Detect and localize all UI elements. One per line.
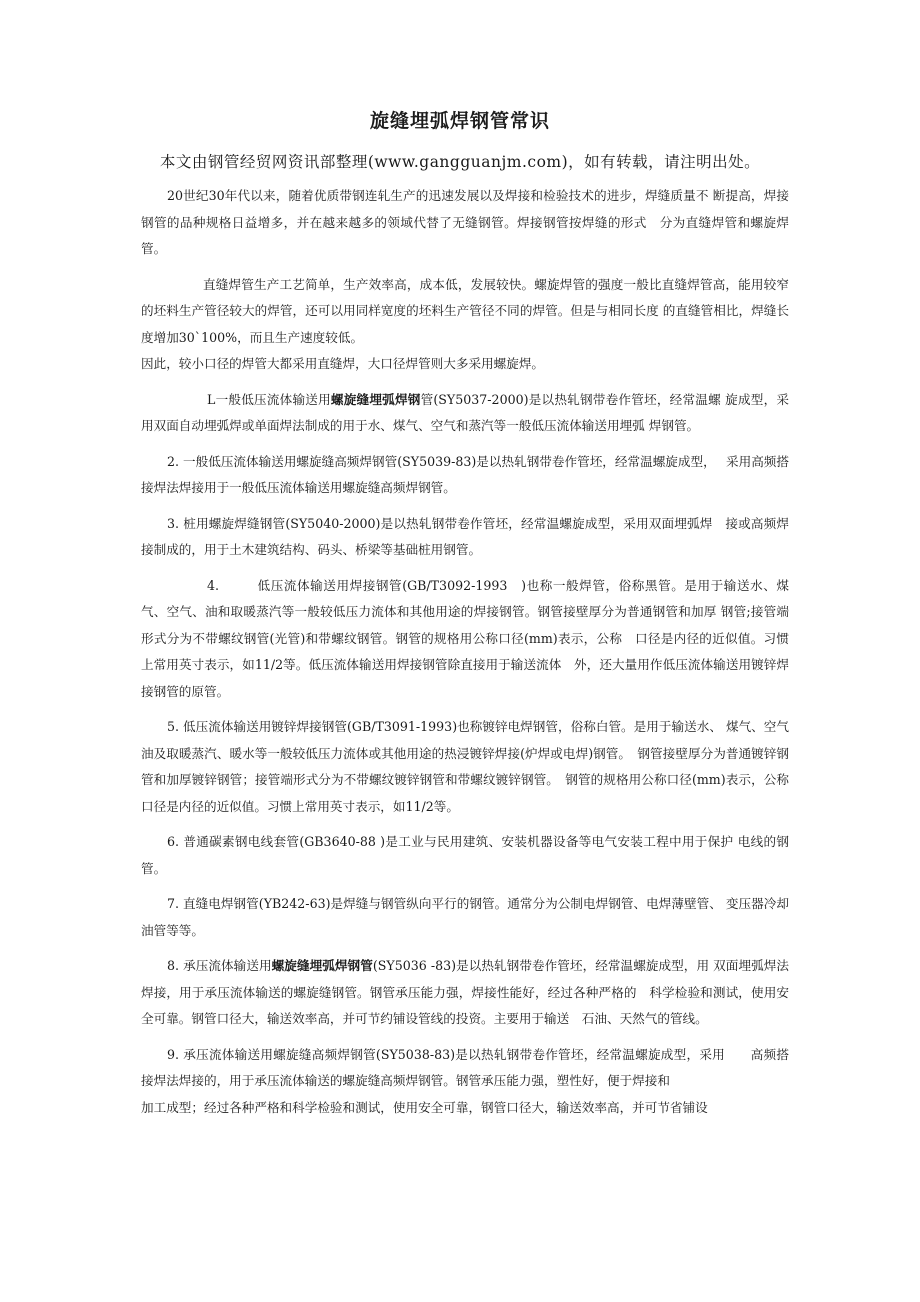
list-item-3: 3. 桩用螺旋焊缝钢管(SY5040-2000)是以热轧钢带卷作管坯，经常温螺旋成型，采用双面埋弧焊 接或高频焊接制成的，用于土木建筑结构、码头、桥梁等基础桩用钢管。: [141, 515, 789, 557]
list-item-1-pre: L一般低压流体输送用: [207, 391, 331, 407]
list-item-1-bold: 螺旋缝埋弧焊钢: [330, 391, 421, 407]
list-item-2: 2. 一般低压流体输送用螺旋缝高频焊钢管(SY5039-83)是以热轧钢带卷作管坯，经常温螺旋成型， 采用高频搭接焊法焊接用于一般低压流体输送用螺旋缝高频焊钢管。: [141, 453, 789, 495]
source-note: 本文由钢管经贸网资讯部整理(www.gangguanjm.com)，如有转载，请注明出处。: [159, 153, 761, 171]
list-item-7: 7. 直缝电焊钢管(YB242-63)是焊缝与钢管纵向平行的钢管。通常分为公制电焊钢管、电焊薄壁管、 变压器冷却油管等等。: [141, 896, 789, 938]
intro-paragraph: 20世纪30年代以来，随着优质带钢连轧生产的迅速发展以及焊接和检验技术的进步，焊缝质量不 断提高，焊接钢管的品种规格日益增多，并在越来越多的领域代替了无缝钢管。焊接钢管按焊缝的形式 分为直缝焊管和螺旋焊管。: [141, 188, 789, 256]
list-item-8-post: (SY5036 -83)是以热轧钢带卷作管坯，经常温螺旋成型，用 双面埋弧焊法焊接，用于承压流体输送的螺旋缝钢管。钢管承压能力强，焊接性能好，经过各种严格的 科学检验和测试，使用安全可靠。钢管口径大，输送效率高，并可节约铺设管线的投资。主要用于输送 石油、天然气的管线。: [141, 958, 790, 1026]
list-item-4-number: 4.: [207, 577, 220, 593]
list-item-8-bold: 螺旋缝埋弧焊钢管: [271, 958, 373, 973]
document-title: 旋缝埋弧焊钢管常识: [369, 110, 550, 132]
list-item-6: 6. 普通碳素钢电线套管(GB3640-88 )是工业与民用建筑、安装机器设备等电气安装工程中用于保护 电线的钢管。: [141, 834, 789, 876]
list-item-9-continued: 加工成型；经过各种严格和科学检验和测试，使用安全可靠，钢管口径大，输送效率高，并可节省铺设: [141, 1099, 708, 1115]
list-item-8-pre: 8. 承压流体输送用: [167, 958, 272, 973]
list-item-8: [141, 953, 789, 1033]
list-item-4: [141, 573, 789, 706]
list-item-4-text: 低压流体输送用焊接钢管(GB/T3092-1993 )也称一般焊管，俗称黑管。是用于输送水、煤气、空气、油和取暖蒸汽等一般较低压力流体和其他用途的焊接钢管。钢管接壁厚分为普通钢管和加厚 钢管;接管端形式分为不带螺纹钢管(光管)和带螺纹钢管。钢管的规格用公称口径(mm)表示，公称 口径是内径的近似值。习惯上常用英寸表示，如11/2等。低压流体输送用焊接钢管除直接用于输送流体 外，还大量用作低压流体输送用镀锌焊接钢管的原管。: [141, 577, 789, 699]
list-item-1-post: 管(SY5037-2000)是以热轧钢带卷作管坯，经常温螺 旋成型，采用双面自动埋弧焊或单面焊法制成的用于水、煤气、空气和蒸汽等一般低压流体输送用埋弧 焊钢管。: [141, 391, 789, 433]
document-body: [141, 183, 789, 1130]
list-item-5: 5. 低压流体输送用镀锌焊接钢管(GB/T3091-1993)也称镀锌电焊钢管，俗称白管。是用于输送水、 煤气、空气油及取暖蒸汽、暖水等一般较低压力流体或其他用途的热浸镀锌焊接(炉焊或电焊)钢管。 钢管接壁厚分为普通镀锌钢管和加厚镀锌钢管；接管端形式分为不带螺纹镀锌钢管和带螺纹镀锌钢管。 钢管的规格用公称口径(mm)表示，公称口径是内径的近似值。习惯上常用英寸表示，如11/2等。: [141, 719, 789, 814]
list-item-1: [141, 387, 789, 440]
list-item-9: 9. 承压流体输送用螺旋缝高频焊钢管(SY5038-83)是以热轧钢带卷作管坯，经常温螺旋成型，采用 高频搭接焊法焊接的，用于承压流体输送的螺旋缝高频焊钢管。钢管承压能力强，塑性好，便于焊接和: [141, 1046, 789, 1088]
conclusion-paragraph: 因此，较小口径的焊管大都采用直缝焊，大口径焊管则大多采用螺旋焊。: [141, 356, 544, 371]
comparison-paragraph: 直缝焊管生产工艺简单，生产效率高，成本低，发展较快。螺旋焊管的强度一般比直缝焊管高，能用较窄的坯料生产管径较大的焊管，还可以用同样宽度的坯料生产管径不同的焊管。但是与相同长度 的直缝管相比，焊缝长度增加30`100%，而且生产速度较低。: [141, 276, 789, 345]
